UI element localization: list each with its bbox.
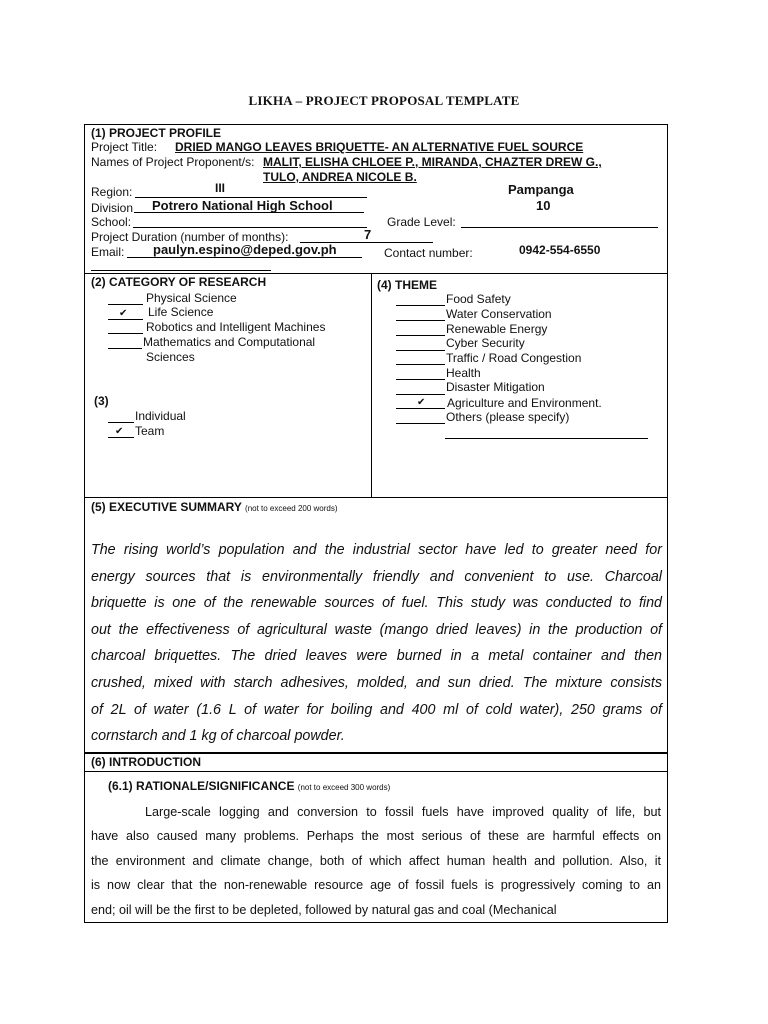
- division-value: Potrero National High School: [152, 198, 333, 213]
- team-blank: [108, 437, 134, 438]
- proponents-value-line1: MALIT, ELISHA CHLOEE P., MIRANDA, CHAZTER DREW G.,: [263, 155, 602, 169]
- group-heading: (3): [94, 394, 109, 408]
- theme-health: Health: [446, 366, 481, 380]
- theme-food-safety: Food Safety: [446, 292, 511, 306]
- grade-level-field-line: [461, 227, 658, 228]
- province-value: Pampanga: [508, 182, 574, 197]
- robotics-blank: [108, 333, 143, 334]
- others-specify-line: [445, 438, 648, 439]
- summary-line: briquette is one of the renewable sources of fuel. This study was conducted to find: [91, 595, 662, 612]
- school-field-line: [133, 227, 367, 228]
- theme-cyber-security: Cyber Security: [446, 336, 525, 350]
- theme-blank-7: [396, 394, 445, 395]
- divider-introduction-heading: [84, 771, 668, 772]
- life-science-blank: [108, 319, 143, 320]
- executive-summary-text: [91, 537, 662, 750]
- group-individual: Individual: [135, 409, 186, 423]
- contact-label: Contact number:: [384, 246, 473, 260]
- theme-renewable-energy: Renewable Energy: [446, 322, 548, 336]
- category-heading: (2) CATEGORY OF RESEARCH: [91, 275, 267, 289]
- checkmark-icon: ✔: [417, 397, 426, 408]
- theme-traffic: Traffic / Road Congestion: [446, 351, 582, 365]
- summary-line: cornstarch and 1 kg of charcoal powder.: [91, 728, 345, 745]
- summary-line: crushed, mixed with starch adhesives, molded, and sun dried. The mixture consists: [91, 674, 662, 691]
- rationale-heading: [108, 779, 390, 795]
- email-extra-line: [91, 270, 271, 271]
- individual-blank: [108, 422, 134, 423]
- theme-disaster-mitigation: Disaster Mitigation: [446, 380, 545, 394]
- checkmark-icon: ✔: [119, 308, 128, 319]
- summary-line: charcoal briquettes. The dried leaves were burned in a metal container and then: [91, 648, 662, 665]
- mathematics-blank: [108, 348, 142, 349]
- category-life-science: Life Science: [148, 305, 214, 319]
- group-team: Team: [135, 424, 165, 438]
- proponents-value-line2: TULO, ANDREA NICOLE B.: [263, 170, 417, 184]
- rationale-line: end; oil will be the first to be depleted, followed by natural gas and coal (Mechanical: [91, 902, 557, 917]
- theme-blank-5: [396, 364, 445, 365]
- divider-category-theme: [371, 273, 372, 497]
- summary-line: The rising world’s population and the industrial sector have led to greater need for: [91, 542, 662, 558]
- rationale-line: is now clear that the non-renewable resource age of fossil fuels is progressively coming to an: [91, 878, 661, 893]
- physical-science-blank: [108, 304, 143, 305]
- summary-line: of 2L of water (1.6 L of water for boiling and 400 ml of cold water), 250 grams of: [91, 701, 662, 718]
- theme-blank-3: [396, 335, 445, 336]
- theme-blank-1: [396, 305, 445, 306]
- theme-heading: (4) THEME: [377, 278, 437, 292]
- theme-blank-2: [396, 320, 445, 321]
- email-field-line: [127, 257, 362, 258]
- summary-heading-text: (5) EXECUTIVE SUMMARY: [91, 500, 242, 514]
- duration-label: Project Duration (number of months):: [91, 230, 289, 244]
- introduction-heading: (6) INTRODUCTION: [91, 755, 201, 769]
- grade-level-label: Grade Level:: [387, 215, 456, 229]
- theme-others: Others (please specify): [446, 410, 570, 424]
- proponents-label: Names of Project Proponent/s:: [91, 155, 255, 169]
- rationale-word-limit: (not to exceed 300 words): [297, 783, 391, 792]
- rationale-line: Large-scale logging and conversion to fossil fuels have improved quality of life, but: [145, 805, 661, 819]
- summary-line: energy sources that is environmentally friendly and convenient to use. Charcoal: [91, 568, 662, 585]
- theme-blank-8: [396, 408, 445, 409]
- divider-introduction: [84, 752, 668, 754]
- contact-value: 0942-554-6550: [519, 243, 601, 257]
- rationale-heading-text: (6.1) RATIONALE/SIGNIFICANCE: [108, 779, 295, 793]
- theme-agriculture: Agriculture and Environment.: [447, 396, 602, 410]
- theme-blank-4: [396, 350, 445, 351]
- theme-blank-9: [396, 423, 445, 424]
- category-robotics: Robotics and Intelligent Machines: [146, 320, 326, 334]
- rationale-line: have also caused many problems. Perhaps the most serious of these are harmful effects on: [91, 829, 661, 844]
- divider-summary: [84, 497, 668, 498]
- theme-water-conservation: Water Conservation: [446, 307, 552, 321]
- division-label: Division: [91, 201, 134, 215]
- category-mathematics-cont: Sciences: [146, 350, 195, 364]
- email-label: Email:: [91, 245, 125, 259]
- checkmark-icon: ✔: [115, 426, 124, 437]
- summary-heading: [91, 500, 338, 516]
- region-label: Region:: [91, 185, 133, 199]
- rationale-line: the environment and climate change, both of which affect human health and pollution. Also, it: [91, 853, 661, 868]
- document-title: LIKHA – PROJECT PROPOSAL TEMPLATE: [248, 93, 520, 108]
- category-mathematics: Mathematics and Computational: [143, 335, 316, 349]
- grade-value: 10: [536, 198, 551, 213]
- summary-line: out the effectiveness of agricultural waste (mango dried leaves) in the production of: [91, 621, 662, 638]
- rationale-text: [91, 800, 661, 922]
- school-label: School:: [91, 215, 132, 229]
- email-value: paulyn.espino@deped.gov.ph: [153, 242, 337, 257]
- duration-value: 7: [364, 227, 372, 242]
- profile-heading: (1) PROJECT PROFILE: [91, 126, 222, 140]
- project-title-label: Project Title:: [91, 140, 158, 154]
- divider-profile: [84, 273, 668, 274]
- project-title-value: DRIED MANGO LEAVES BRIQUETTE- AN ALTERNATIVE FUEL SOURCE: [175, 140, 584, 154]
- theme-blank-6: [396, 379, 445, 380]
- category-physical-science: Physical Science: [146, 291, 237, 305]
- summary-word-limit: (not to exceed 200 words): [245, 504, 338, 513]
- region-value: III: [215, 181, 226, 195]
